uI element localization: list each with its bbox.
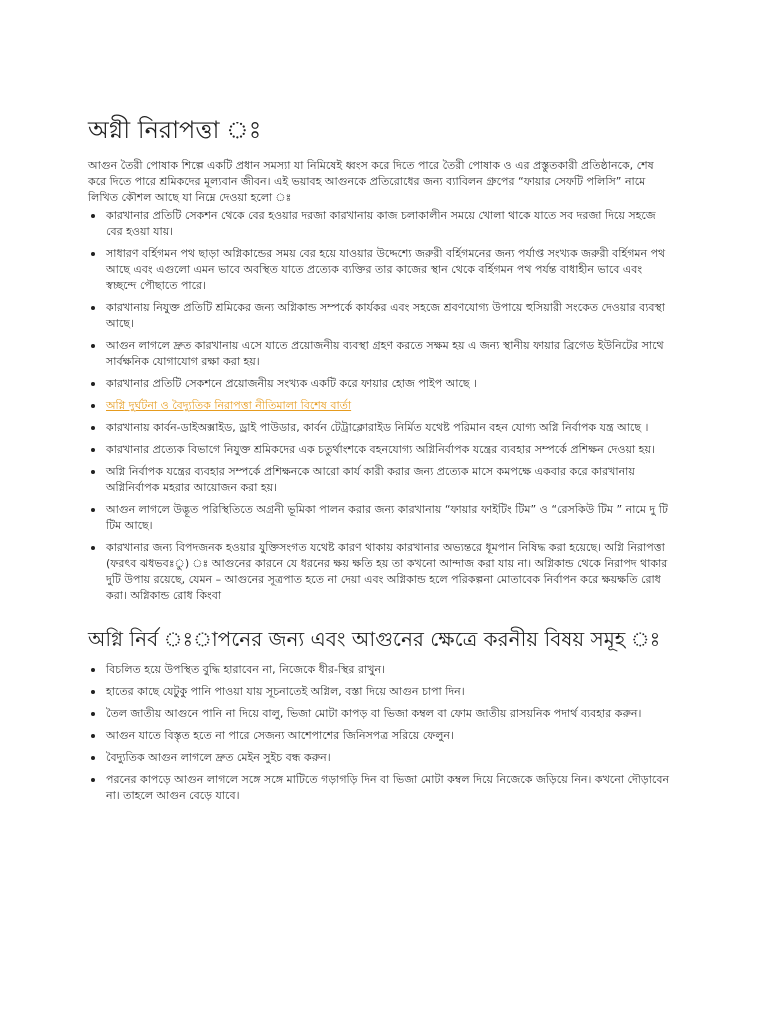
list-item: আগুন যাতে বিস্তৃত হতে না পারে সেজন্য আশেপাশের জিনিসপত্র সরিয়ে ফেলুন। <box>106 728 672 744</box>
list-item: কারখানার প্রতিটি সেকশনে প্রয়োজনীয় সংখ্যক একটি করে ফায়ার হোজ পাইপ আছে । <box>106 376 672 392</box>
section-title-fire-safety: অগ্নী নিরাপত্তা ঃ <box>88 116 262 144</box>
list-item-link <box>106 398 672 414</box>
list-item: বৈদ্যুতিক আগুন লাগলে দ্রুত মেইন সুইচ বন্ধ করুন। <box>106 750 672 766</box>
fire-safety-list <box>88 208 672 604</box>
list-item: আগুন লাগলে উদ্ভূত পরিস্থিতিতে অগ্রনী ভূমিকা পালন করার জন্য কারখানায় “ফায়ার ফাইটিং টিম” ও “রেসকিউ টিম ” নামে দু টি টিম আছে। <box>106 502 672 534</box>
document-page <box>88 112 672 810</box>
list-item: বিচলিত হয়ে উপস্থিত বুদ্ধি হারাবেন না, নিজেকে ধীর-স্থির রাখুন। <box>106 662 672 678</box>
list-item: কারখানায় নিযুক্ত প্রতিটি শ্রমিকের জন্য অগ্নিকান্ড সম্পর্কে কার্যকর এবং সহজে শ্রবণযোগ্য উপায়ে হুসিয়ারী সংকেত দেওয়ার ব্যবস্থা আছে। <box>106 300 672 332</box>
intro-paragraph: আগুন তৈরী পোষাক শিল্পে একটি প্রধান সমস্যা যা নিমিষেই ধ্বংস করে দিতে পারে তৈরী পোষাক ও এর প্রস্তুতকারী প্রতিষ্ঠানকে, শেষ করে দিতে পারে শ্রমিকদের মূল্যবান জীবন। এই ভয়াবহ আগুনকে প্রতিরোধের জন্য ব্যাবিলন গ্রুপের “ফায়ার সেফটি পলিসি” নামে লিখিত কৌশল আছে যা নিম্নে দেওয়া হলো ঃ <box>88 159 654 204</box>
list-item: সাধারণ বর্হিগমন পথ ছাড়া অগ্নিকান্ডের সময় বের হয়ে যাওয়ার উদ্দেশ্যে জরুরী বর্হিগমনের জন্য পর্যাপ্ত সংখ্যক জরুরী বর্হিগমন পথ আছে এবং এগুলো এমন ভাবে অবস্থিত যাতে প্রত্যেক ব্যক্তির তার কাজের স্থান থেকে বর্হিগমন পথ পর্যন্ত বাধাহীন ভাবে এবং স্বচ্ছন্দে পৌছাতে পারে। <box>106 246 672 294</box>
list-item: কারখানার জন্য বিপদজনক হওয়ার যুক্তিসংগত যথেষ্ট কারণ থাকায় কারখানার অভ্যন্তরে ধূমপান নিষিদ্ধ করা হয়েছে। অগ্নি নিরাপত্তা (ফরৎব ঝধভবঃু) ঃ আগুনের কারনে যে ধরনের ক্ষয় ক্ষতি হয় তা কখনো আন্দাজ করা যায় না। অগ্নিকান্ড থেকে নিরাপদ থাকার দুটি উপায় রয়েছে, যেমন – আগুনের সূত্রপাত হতে না দেয়া এবং অগ্নিকান্ড হলে পরিকল্পনা মোতাবেক নির্বাপন করে ক্ষয়ক্ষতি রোধ করা। অগ্নিকান্ড রোধ কিংবা <box>106 540 672 604</box>
list-item: তৈল জাতীয় আগুনে পানি না দিয়ে বালু, ভিজা মোটা কাপড় বা ভিজা কম্বল বা ফোম জাতীয় রাসয়নিক পদার্থ ব্যবহার করুন। <box>106 706 672 722</box>
list-item: কারখানার প্রতিটি সেকশন থেকে বের হওয়ার দরজা কারখানায় কাজ চলাকালীন সময়ে খোলা থাকে যাতে সব দরজা দিয়ে সহজে বের হওয়া যায়। <box>106 208 672 240</box>
list-item: আগুন লাগলে দ্রুত কারখানায় এসে যাতে প্রয়োজনীয় ব্যবস্থা গ্রহণ করতে সক্ষম হয় এ জন্য স্থানীয় ফায়ার ব্রিগেড ইউনিটের সাথে সার্বক্ষনিক যোগাযোগ রক্ষা করা হয়। <box>106 338 672 370</box>
list-item: অগ্নি নির্বাপক যন্ত্রের ব্যবহার সম্পর্কে প্রশিক্ষনকে আরো কার্য কারী করার জন্য প্রত্যেক মাসে কমপক্ষে একবার করে কারখানায় অগ্নিনির্বাপক মহরার আয়োজন করা হয়। <box>106 464 672 496</box>
list-item: কারখানায় কার্বন-ডাইঅক্সাইড, ড্রাই পাউডার, কার্বন টেট্রাক্লোরাইড নির্মিত যথেষ্ট পরিমান বহন যোগ্য অগ্নি নির্বাপক যন্ত্র আছে । <box>106 420 672 436</box>
fire-actions-list <box>88 662 672 804</box>
list-item: কারখানার প্রত্যেক বিভাগে নিযুক্ত শ্রমিকদের এক চতুর্থাংশকে বহনযোগ্য অগ্নিনির্বাপক যন্ত্রের ব্যবহার সম্পর্কে প্রশিক্ষন দেওয়া হয়। <box>106 442 672 458</box>
policy-link[interactable]: অগ্নি দুর্ঘটনা ও বৈদ্যুতিক নিরাপত্তা নীতিমালা বিশেষ বার্তা <box>106 399 352 412</box>
section-title-fire-extinguishing: অগ্নি নির্ব ঃাপনের জন্য এবং আগুনের ক্ষেত্রে করনীয় বিষয় সমূহ ঃ <box>88 627 661 651</box>
list-item: হাতের কাছে যেটুকু পানি পাওয়া যায় সূচনাতেই অগ্নিল, বস্তা দিয়ে আগুন চাপা দিন। <box>106 684 672 700</box>
list-item: পরনের কাপড়ে আগুন লাগলে সঙ্গে সঙ্গে মাটিতে গড়াগড়ি দিন বা ভিজা মোটা কম্বল দিয়ে নিজেকে জড়িয়ে নিন। কখনো দৌড়াবেন না। তাহলে আগুন বেড়ে যাবে। <box>106 772 672 804</box>
